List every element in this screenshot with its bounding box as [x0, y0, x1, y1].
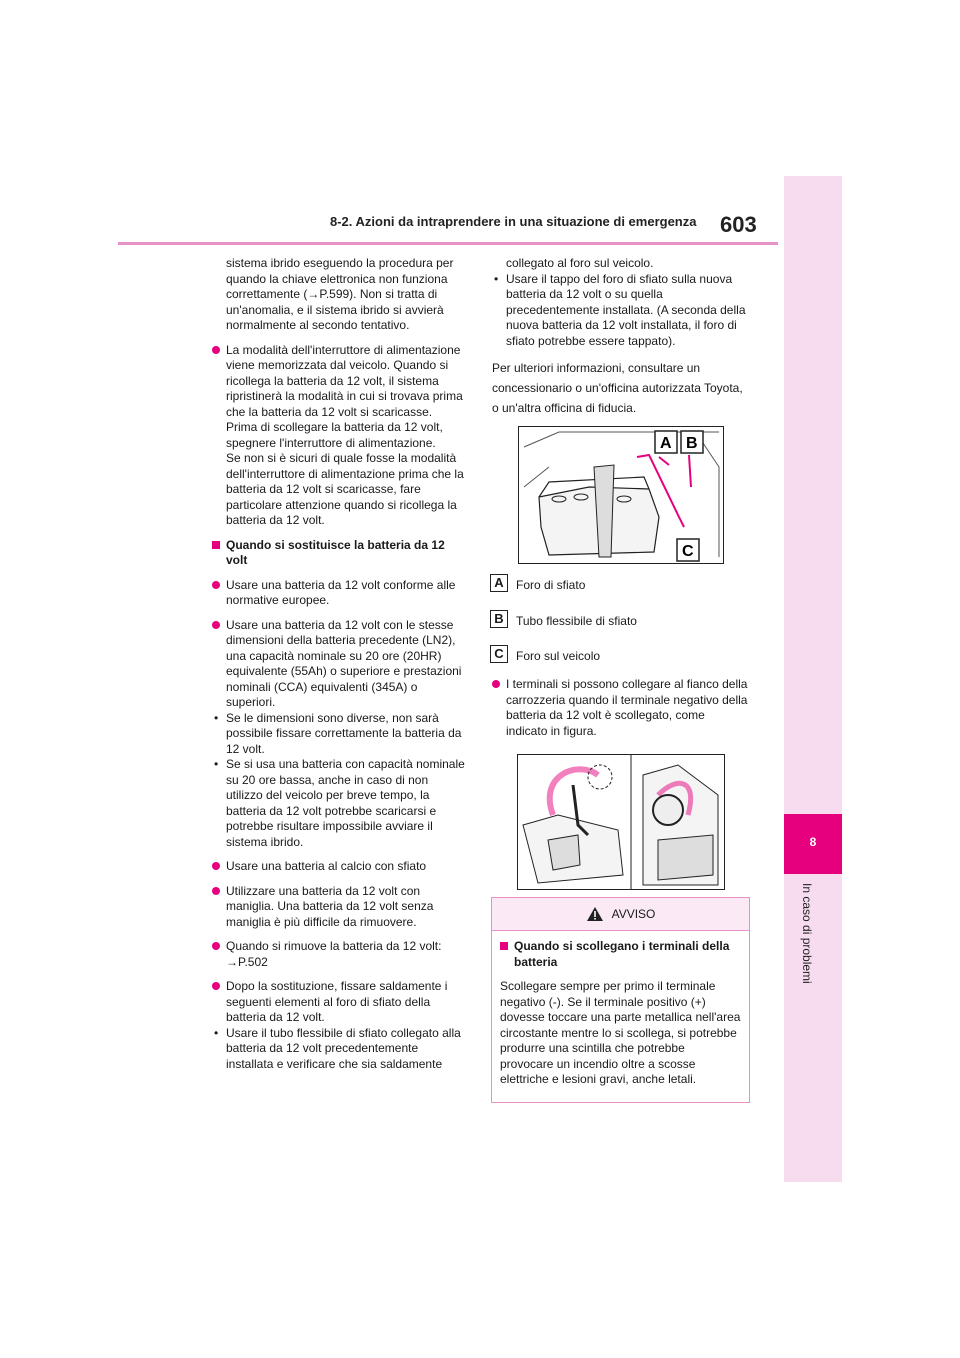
bullet-icon	[212, 862, 220, 870]
list-item	[492, 677, 748, 739]
intro-text: sistema ibrido eseguendo la procedura per quando la chiave elettronica non funziona correttamente (→P.599). Non si tratta di un'anomalia, e il sistema ibrido si avvierà normalmente al secondo tentativo.	[226, 256, 454, 332]
sub-item: • Se si usa una batteria con capacità nominale su 20 ore bassa, anche in caso di non utilizzo del veicolo per breve tempo, la batteria da 12 volt potrebbe scaricarsi e potrebbe risultare impossibile avviare il sistema ibrido.	[212, 757, 466, 850]
warning-box	[491, 897, 750, 1103]
warning-title: AVVISO	[611, 907, 656, 921]
legend-item-c: C Foro sul veicolo	[490, 645, 508, 663]
bullet-icon	[212, 982, 220, 990]
item-text: Usare una batteria al calcio con sfiato	[226, 859, 427, 873]
svg-text:A: A	[660, 435, 672, 452]
bullet-icon	[492, 680, 500, 688]
list-item	[212, 884, 466, 931]
svg-text:B: B	[686, 435, 698, 452]
item-text: Usare una batteria da 12 volt conforme alle normative europee.	[226, 577, 456, 607]
warning-text: Scollegare sempre per primo il terminale negativo (-). Se il terminale positivo (+) dovesse toccare una parte metallica nell'area circostante mentre lo si scollega, si potrebbe produrre una scintilla che potrebbe provocare un incendio oltre a scosse elettriche e lesioni gravi, anche letali.	[500, 979, 741, 1086]
warning-header	[492, 898, 749, 931]
bullet-icon	[212, 581, 220, 589]
item-text: Se non si è sicuri di quale fosse la modalità dell'interruttore di alimentazione prima che la batteria da 12 volt si scaricasse, fare particolare attenzione quando si ricollega la batteria da 12 volt.	[226, 451, 464, 527]
left-column	[212, 256, 466, 1081]
label-c: C	[490, 645, 508, 663]
warning-triangle-icon	[586, 906, 604, 922]
chapter-number: 8	[809, 835, 817, 849]
warning-heading: Quando si scollegano i terminali della batteria	[500, 939, 741, 970]
item-text[interactable]: Quando si rimuove la batteria da 12 volt: →P.502	[226, 939, 442, 969]
legend-item-a: A Foro di sfiato	[490, 574, 508, 592]
item-text: I terminali si possono collegare al fianco della carrozzeria quando il terminale negativo della batteria da 12 volt è scollegato, come indicato in figura.	[506, 677, 748, 738]
terminal-figure	[517, 754, 725, 890]
item-text: Utilizzare una batteria da 12 volt con maniglia. Una batteria da 12 volt senza maniglia è più difficile da rimuovere.	[226, 883, 434, 929]
label-a: A	[490, 574, 508, 592]
square-bullet-icon	[500, 942, 508, 950]
bullet-icon	[212, 942, 220, 950]
label-b: B	[490, 610, 508, 628]
item-text: Dopo la sostituzione, fissare saldamente i seguenti elementi al foro di sfiato della batteria da 12 volt.	[226, 979, 448, 1024]
section-heading: Quando si sostituisce la batteria da 12 volt	[212, 538, 466, 569]
page-number: 603	[720, 212, 757, 237]
list-item	[212, 979, 466, 1072]
info-paragraph: Per ulteriori informazioni, consultare un concessionario o un'officina autorizzata Toyota, o un'altra officina di fiducia.	[492, 361, 743, 415]
sub-item: • Usare il tappo del foro di sfiato sulla nuova batteria da 12 volt o su quella precedentemente installata. (A seconda della nuova batteria da 12 volt installata, il foro di sfiato potrebbe essere tappato).	[492, 272, 748, 350]
list-item	[212, 618, 466, 851]
battery-vent-figure	[518, 426, 724, 564]
chapter-title: In caso di problemi	[800, 883, 814, 984]
continued-text: collegato al foro sul veicolo.	[506, 256, 654, 270]
bullet-icon	[212, 887, 220, 895]
terminal-note	[492, 677, 748, 748]
bullet-icon	[212, 621, 220, 629]
header-rule	[118, 242, 778, 245]
svg-text:C: C	[682, 543, 694, 560]
chapter-sidebar	[784, 176, 842, 1182]
legend-item-b: B Tubo flessibile di sfiato	[490, 610, 508, 628]
warning-body	[492, 931, 749, 1088]
item-text: Usare una batteria da 12 volt con le stesse dimensioni della batteria precedente (LN2), una capacità nominale su 20 ore (20HR) equivalente (55Ah) o superiore e prestazioni nominali (CCA) equivalenti (345A) o superiori.	[226, 617, 462, 709]
sub-item: • Se le dimensioni sono diverse, non sarà possibile fissare correttamente la batteria da 12 volt.	[212, 711, 466, 758]
list-item	[212, 578, 466, 609]
list-item	[212, 859, 466, 875]
battery-vent-illustration	[519, 427, 723, 563]
right-column	[492, 256, 748, 427]
list-item	[212, 343, 466, 529]
bullet-icon	[212, 346, 220, 354]
section-title: 8-2. Azioni da intraprendere in una situazione di emergenza	[330, 214, 697, 229]
list-item	[212, 939, 466, 970]
item-text: La modalità dell'interruttore di alimentazione viene memorizzata dal veicolo. Quando si ricollega la batteria da 12 volt, il sistema ripristinerà la modalità in cui si trovava prima che la batteria da 12 volt si scaricasse. Prima di scollegare la batteria da 12 volt, spegnere l'interruttore di alimentazione.	[226, 342, 463, 450]
square-bullet-icon	[212, 541, 220, 549]
sub-item: • Usare il tubo flessibile di sfiato collegato alla batteria da 12 volt precedentemente installata e verificare che sia saldamente	[212, 1026, 466, 1073]
terminal-illustration	[518, 755, 724, 889]
